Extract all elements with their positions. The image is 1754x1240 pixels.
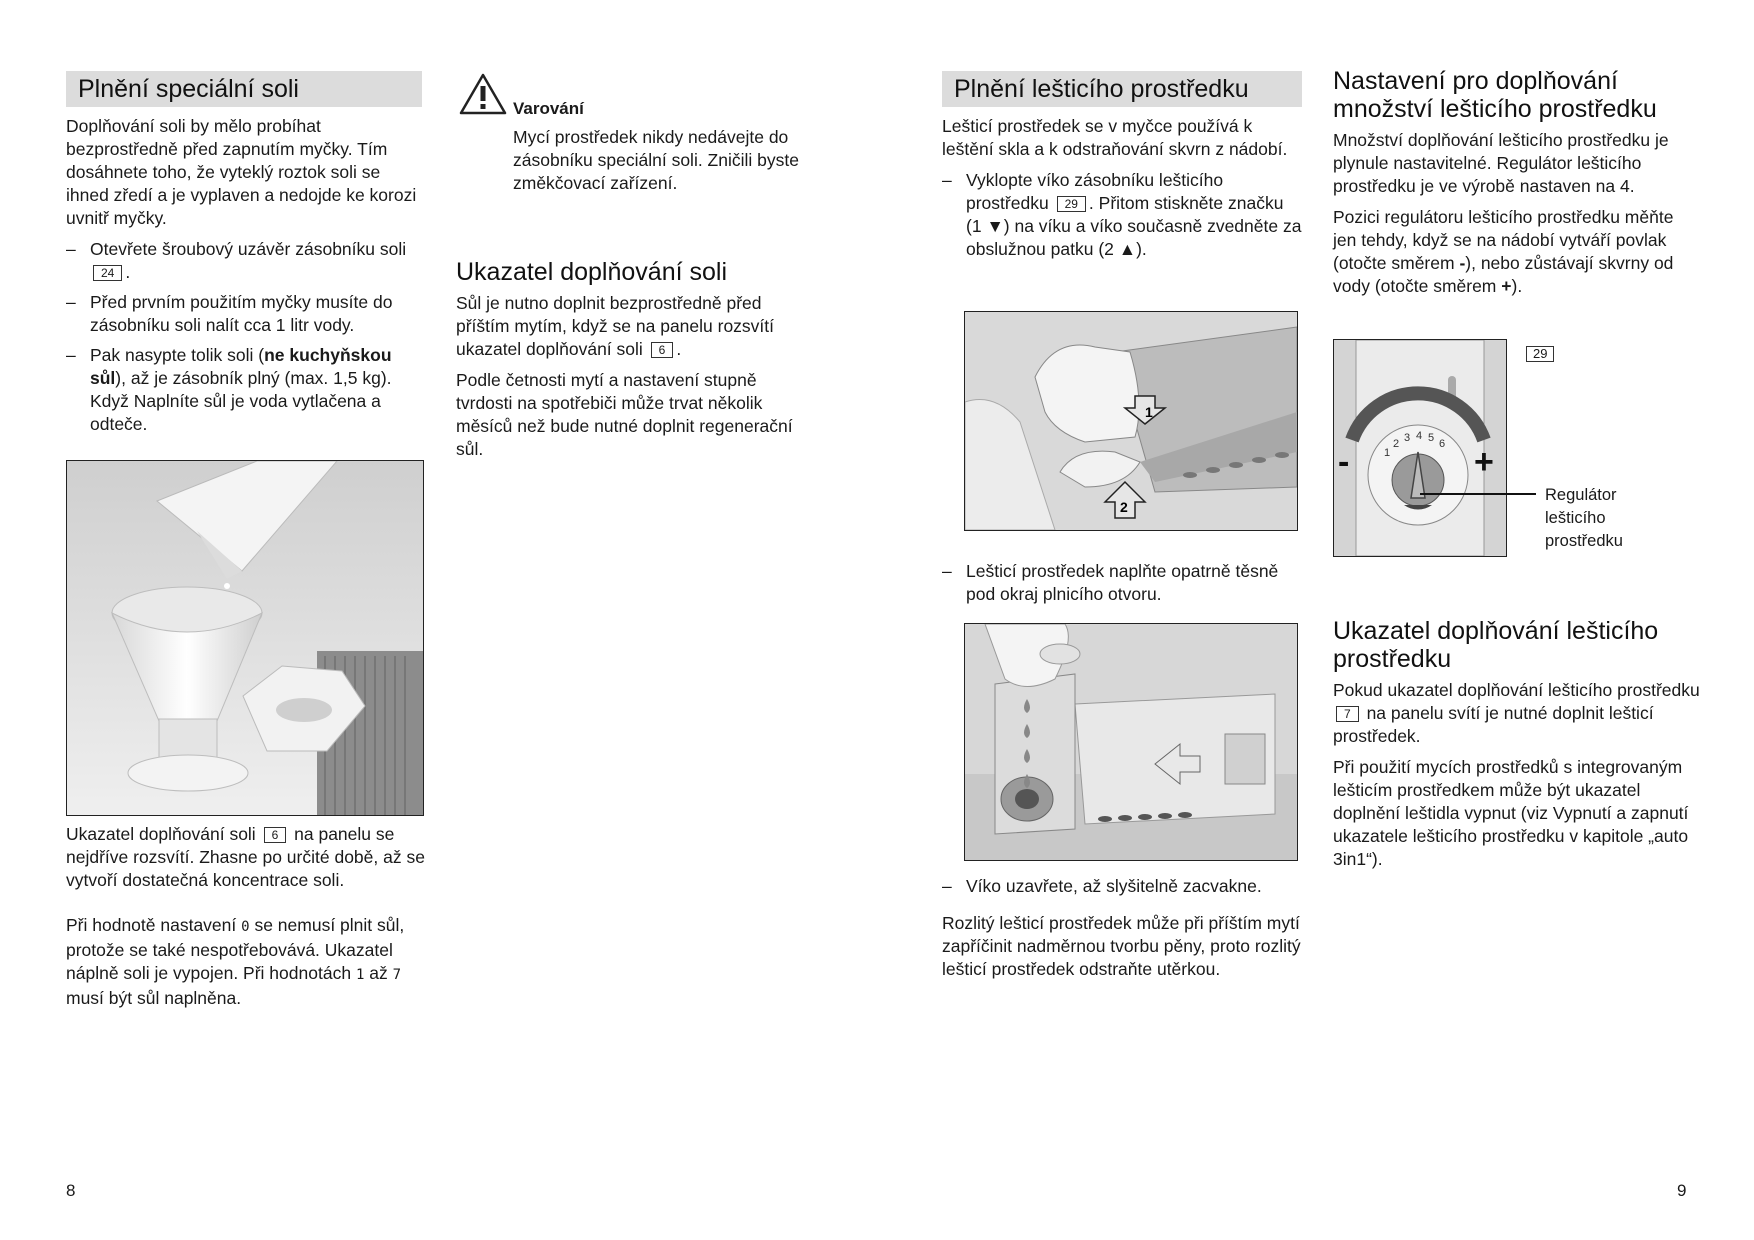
hardness-note: Při hodnotě nastavení 0 se nemusí plnit sůl, protože se také nespotřebovává. Ukazatel náplně soli je vypojen. Při hodnotách 1 až 7 musí být sůl naplněna. bbox=[66, 915, 405, 1008]
dial-illustration bbox=[1334, 340, 1506, 556]
salt-step-3-bold: ne kuchyňskou sůl bbox=[90, 345, 392, 388]
salt-steps bbox=[66, 238, 422, 436]
setting-section bbox=[1333, 67, 1693, 306]
rinse-steps-2 bbox=[942, 560, 1302, 606]
dial-plus: + bbox=[1474, 443, 1494, 481]
rinse-indicator-p2: Při použití mycích prostředků s integrovaným lešticím prostředkem může být ukazatel doplnění leštidla vypnut (viz Vypnutí a zapnutí ukazatele lešticího prostředku v kapitole „auto 3in1“). bbox=[1333, 757, 1689, 869]
dial-figure bbox=[1333, 339, 1507, 557]
lid-label-2: 2 bbox=[1120, 499, 1128, 515]
rinse-after-block bbox=[942, 875, 1302, 989]
dial-minus: - bbox=[1338, 443, 1350, 481]
plus-sign: + bbox=[1501, 276, 1512, 296]
salt-indicator-heading: Ukazatel doplňování soli bbox=[456, 258, 727, 286]
dial-number-1: 1 bbox=[1384, 447, 1391, 459]
warning-block bbox=[513, 97, 813, 203]
salt-indicator-p2: Podle četnosti mytí a nastavení stupně tvrdosti na spotřebiči může trvat několik měsíců než bude nutné doplnit regenerační sůl. bbox=[456, 370, 793, 459]
arrow-up-icon: ▲ bbox=[1118, 239, 1137, 259]
rinse-intro: Lešticí prostředek se v myčce používá k leštění skla a k odstraňování skvrn z nádobí. bbox=[942, 116, 1288, 159]
digit-glyph-7: 7 bbox=[392, 967, 402, 983]
digit-glyph-0: 0 bbox=[241, 919, 250, 935]
rinse-lid-figure bbox=[964, 311, 1298, 531]
salt-step-2: – Před prvním použitím myčky musíte do zásobníku soli nalít cca 1 litr vody. bbox=[66, 291, 422, 337]
dial-number-4: 4 bbox=[1416, 430, 1423, 442]
rinse-indicator-p1: Pokud ukazatel doplňování lešticího prostředku 7 na panelu svítí je nutné doplnit lešticí prostředek. bbox=[1333, 680, 1700, 746]
fill-illustration bbox=[965, 624, 1297, 860]
rinse-fill-figure bbox=[964, 623, 1298, 861]
rinse-section bbox=[942, 71, 1302, 269]
dial-figure-ref: 29 bbox=[1526, 346, 1554, 362]
salt-step-3: – Pak nasypte tolik soli (ne kuchyňskou sůl), až je zásobník plný (max. 1,5 kg). Když Naplníte sůl je voda vytlačena a odteče. bbox=[66, 344, 422, 436]
salt-section bbox=[66, 71, 422, 444]
ref-box-6b: 6 bbox=[651, 342, 674, 358]
salt-after-figure bbox=[66, 823, 426, 1018]
warning-icon bbox=[458, 72, 508, 121]
salt-indicator-section bbox=[456, 258, 816, 469]
dial-number-3: 3 bbox=[1404, 432, 1411, 444]
rinse-step-1: – Vyklopte víko zásobníku lešticího prostředku 29 . Přitom stiskněte značku (1 ▼) na víku a víko současně zvedněte za obslužnou patku (2 ▲). bbox=[942, 169, 1302, 261]
page-number-left: 8 bbox=[66, 1181, 76, 1200]
setting-heading: Nastavení pro doplňování množství lešticího prostředku bbox=[1333, 67, 1657, 123]
page-number-right: 9 bbox=[1677, 1181, 1687, 1200]
rinse-step-2-block bbox=[942, 560, 1302, 614]
setting-p2: Pozici regulátoru lešticího prostředku měňte jen tehdy, když se na nádobí vytváří povlak (otočte směrem -), nebo zůstávají skvrny od vody (otočte směrem +). bbox=[1333, 207, 1674, 296]
arrow-down-icon: ▼ bbox=[986, 216, 1004, 236]
lid-illustration bbox=[965, 312, 1297, 530]
lid-label-1: 1 bbox=[1145, 404, 1153, 420]
rinse-indicator-section bbox=[1333, 617, 1701, 879]
dial-number-2: 2 bbox=[1393, 438, 1400, 450]
salt-indicator-p1: Sůl je nutno doplnit bezprostředně před příštím mytím, když se na panelu rozsvítí ukazatel doplňování soli 6 . bbox=[456, 293, 775, 359]
funnel-illustration bbox=[67, 461, 423, 815]
dial-number-5: 5 bbox=[1428, 432, 1435, 444]
rinse-steps-3 bbox=[942, 875, 1302, 898]
warning-title: Varování bbox=[513, 99, 584, 118]
dial-number-6: 6 bbox=[1439, 438, 1446, 450]
callout-line bbox=[1420, 493, 1536, 495]
rinse-step-3: – Víko uzavřete, až slyšitelně zacvakne. bbox=[942, 875, 1302, 898]
minus-sign: - bbox=[1459, 253, 1466, 273]
rinse-indicator-heading: Ukazatel doplňování lešticího prostředku bbox=[1333, 617, 1659, 673]
ref-box-29: 29 bbox=[1057, 196, 1086, 212]
digit-glyph-1: 1 bbox=[355, 967, 365, 983]
ref-box-6: 6 bbox=[264, 827, 287, 843]
ref-box-7: 7 bbox=[1336, 706, 1359, 722]
salt-step-1: – Otevřete šroubový uzávěr zásobníku soli 24 . bbox=[66, 238, 422, 284]
setting-p1: Množství doplňování lešticího prostředku je plynule nastavitelné. Regulátor lešticího prostředku je ve výrobě nastaven na 4. bbox=[1333, 130, 1669, 196]
salt-heading: Plnění speciální soli bbox=[66, 71, 422, 107]
warning-text: Mycí prostředek nikdy nedávejte do zásobníku speciální soli. Zničili byste změkčovací zařízení. bbox=[513, 127, 799, 193]
regulator-callout: Regulátor lešticího prostředku bbox=[1545, 486, 1623, 550]
ref-box-24: 24 bbox=[93, 265, 122, 281]
salt-intro: Doplňování soli by mělo probíhat bezprostředně před zapnutím myčky. Tím dosáhnete toho, že vyteklý roztok soli se ihned zředí a je vyplaven a nedojde ke korozi uvnitř myčky. bbox=[66, 116, 417, 228]
rinse-steps-1 bbox=[942, 169, 1302, 261]
rinse-spill-note: Rozlitý lešticí prostředek může při příštím mytí zapříčinit nadměrnou tvorbu pěny, proto rozlitý lešticí prostředek odstraňte utěrkou. bbox=[942, 913, 1301, 979]
salt-indicator-note: Ukazatel doplňování soli 6 na panelu se nejdříve rozsvítí. Zhasne po určité době, až se vytvoří dostatečná koncentrace soli. bbox=[66, 824, 425, 890]
rinse-heading: Plnění lešticího prostředku bbox=[942, 71, 1302, 107]
rinse-step-2: – Lešticí prostředek naplňte opatrně těsně pod okraj plnicího otvoru. bbox=[942, 560, 1302, 606]
salt-funnel-figure bbox=[66, 460, 424, 816]
